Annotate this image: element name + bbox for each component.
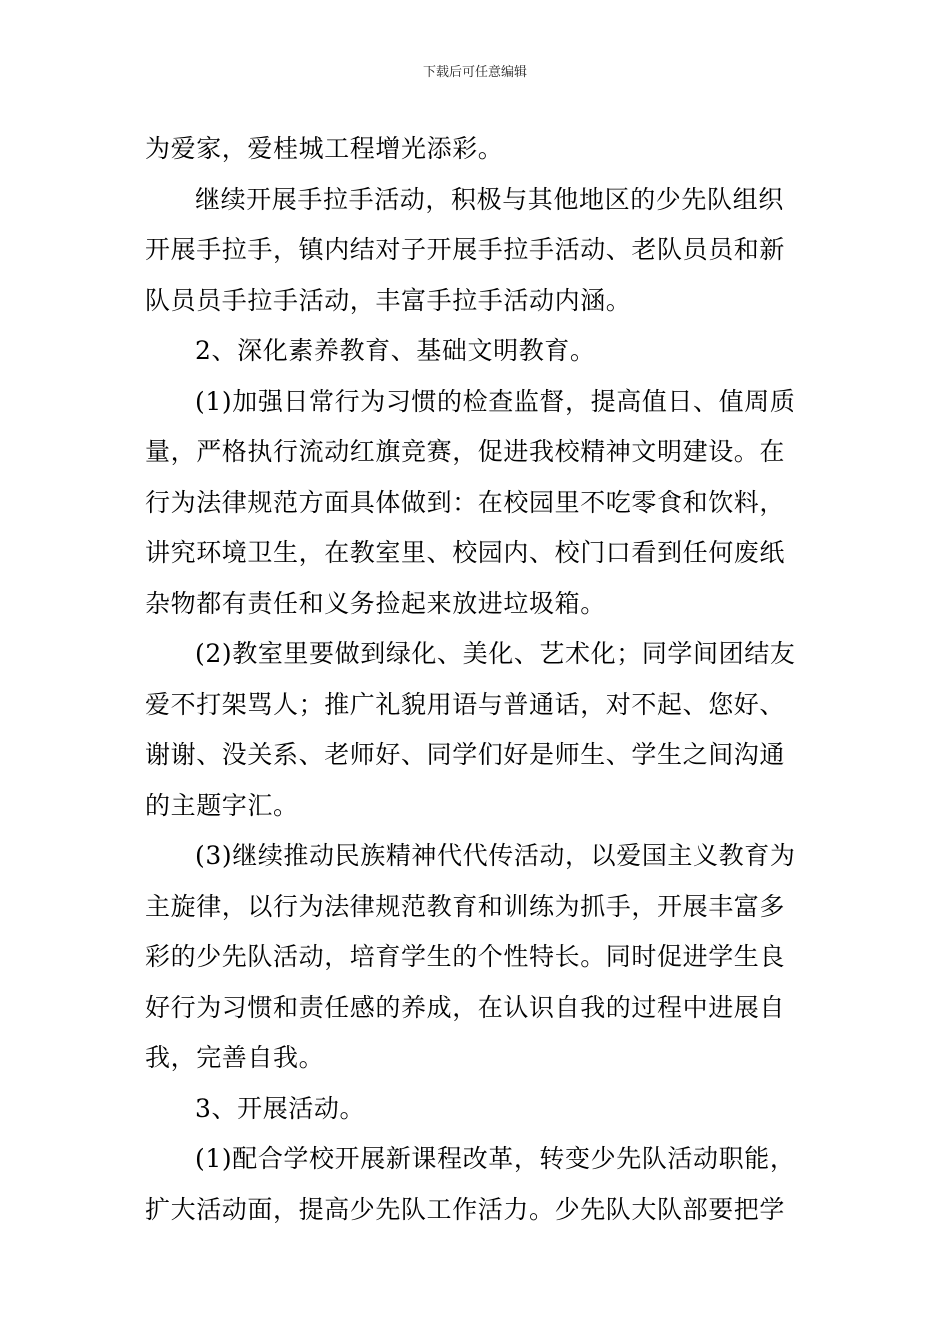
text-line: 扩大活动面，提高少先队工作活力。少先队大队部要把学 [145, 1194, 786, 1224]
text-line: 爱不打架骂人；推广礼貌用语与普通话，对不起、您好、 [145, 689, 786, 719]
text-line: (1)配合学校开展新课程改革，转变少先队活动职能， [195, 1144, 796, 1173]
text-line: 队员员手拉手活动，丰富手拉手活动内涵。 [145, 285, 632, 315]
text-line: 继续开展手拉手活动，积极与其他地区的少先队组织 [195, 184, 784, 214]
text-line: 好行为习惯和责任感的养成，在认识自我的过程中进展自 [145, 992, 786, 1022]
text-line: 2、深化素养教育、基础文明教育。 [195, 336, 596, 365]
text-line: 杂物都有责任和义务捡起来放进垃圾箱。 [145, 588, 606, 618]
text-line: 的主题字汇。 [145, 790, 299, 820]
document-body [145, 124, 810, 1235]
text-line: 量，严格执行流动红旗竞赛，促进我校精神文明建设。在 [145, 437, 786, 466]
page-header: 下载后可任意编辑 [422, 65, 527, 80]
text-line: (3)继续推动民族精神代代传活动，以爱国主义教育为 [195, 841, 796, 870]
text-line: 行为法律规范方面具体做到：在校园里不吃零食和饮料， [145, 487, 786, 517]
text-line: (1)加强日常行为习惯的检查监督，提高值日、值周质 [195, 386, 796, 416]
text-line: 我，完善自我。 [145, 1043, 325, 1072]
text-line: 开展手拉手，镇内结对子开展手拉手活动、老队员员和新 [145, 235, 786, 264]
text-line: 讲究环境卫生，在教室里、校园内、校门口看到任何废纸 [145, 538, 786, 567]
text-line: 3、开展活动。 [195, 1093, 366, 1123]
text-line: 为爱家，爱桂城工程增光添彩。 [145, 134, 504, 163]
text-line: 谢谢、没关系、老师好、同学们好是师生、学生之间沟通 [145, 740, 786, 769]
text-line: (2)教室里要做到绿化、美化、艺术化；同学间团结友 [195, 639, 796, 668]
text-line: 彩的少先队活动，培育学生的个性特长。同时促进学生良 [145, 942, 786, 971]
text-line: 主旋律，以行为法律规范教育和训练为抓手，开展丰富多 [145, 891, 786, 921]
